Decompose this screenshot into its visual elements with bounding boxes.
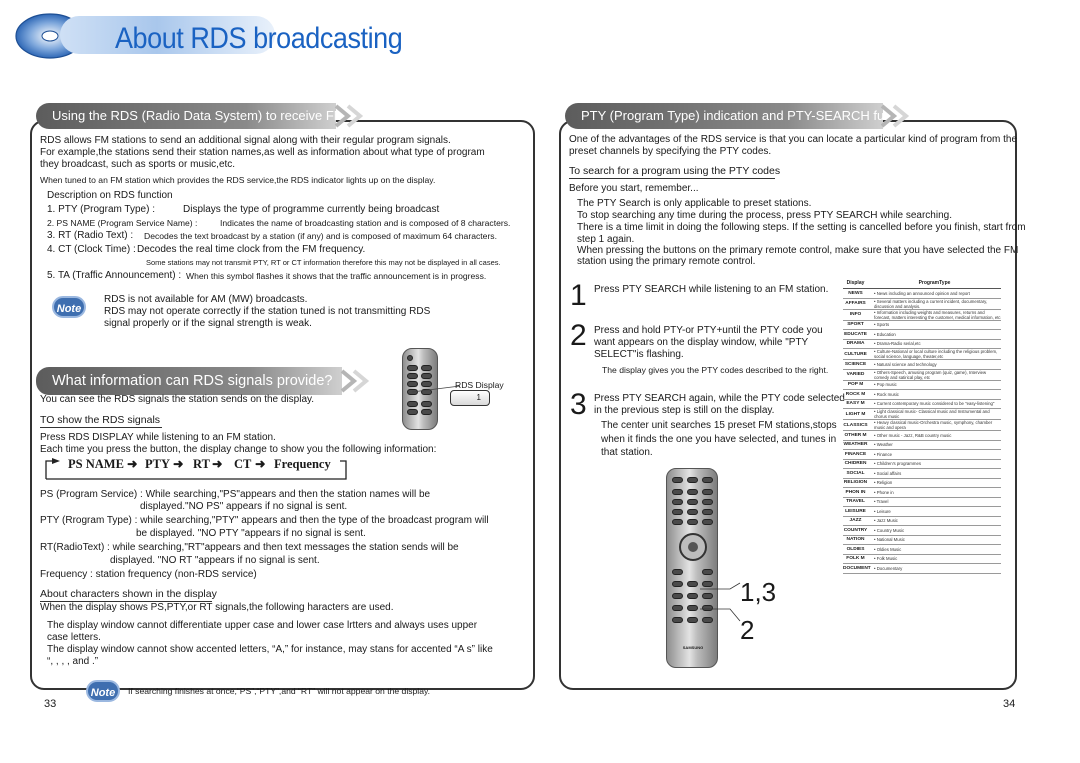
double-chevron-icon bbox=[334, 103, 374, 129]
table-row bbox=[843, 340, 1001, 350]
section-tab-pty: PTY (Program Type) indication and PTY-SEARCH function bbox=[565, 103, 883, 129]
table-row bbox=[843, 488, 1001, 498]
step-3-detail-1: The center unit searches 15 preset FM stations,stops bbox=[601, 420, 837, 431]
pty-code-cell: TRAVEL bbox=[846, 499, 865, 505]
remember-line-3: There is a time limit in doing the following steps. If the setting is cancelled before you finish, start from bbox=[577, 222, 1026, 233]
table-row bbox=[843, 409, 1001, 420]
step-2-line-1: Press and hold PTY-or PTY+until the PTY code you bbox=[594, 325, 823, 336]
pty-description-cell: • News including an announced opinion and report bbox=[874, 290, 970, 296]
pty-code-cell: DRAMA bbox=[846, 341, 865, 347]
pty-description-cell: • Weather bbox=[874, 442, 893, 448]
pty-description-cell: • Social affairs bbox=[874, 470, 902, 476]
pty-description-cell: • Travel bbox=[874, 499, 889, 505]
step-number-3: 3 bbox=[570, 388, 587, 421]
callout-steps-1-3: 1,3 bbox=[740, 577, 777, 607]
note-line-1: RDS is not available for AM (MW) broadcasts. bbox=[104, 294, 308, 305]
pty-description-cell: • Information including weights and measures, returns and forecast, matters interesting the customer, medical information, etc bbox=[874, 309, 1001, 320]
function-1-desc: Displays the type of programme currently being broadcast bbox=[183, 204, 440, 215]
pty-code-cell: WEATHER bbox=[843, 442, 868, 448]
pty-code-cell: FINANCE bbox=[844, 451, 867, 457]
step-number-2: 2 bbox=[570, 319, 587, 352]
pty-code-cell: JAZZ bbox=[849, 518, 862, 524]
note-badge: Note bbox=[86, 680, 120, 702]
function-2-desc: Indicates the name of broadcasting station and is composed of 8 characters. bbox=[220, 218, 511, 228]
characters-line-2: The display window cannot differentiate upper case and lower case lrtters and always uses upper bbox=[47, 620, 478, 631]
pty-code-cell: CLASSICS bbox=[843, 422, 868, 428]
press-rds-line-1: Press RDS DISPLAY while listening to an FM station. bbox=[40, 432, 276, 443]
pty-description-cell: • Several matters including a current incident, documentary, discussion and analysis. bbox=[874, 298, 988, 309]
pty-code-table bbox=[843, 280, 1001, 574]
callout-step-2: 2 bbox=[740, 615, 755, 645]
table-row bbox=[843, 321, 1001, 331]
pty-code-cell: LEISURE bbox=[845, 508, 866, 514]
pty-code-cell: SCIENCE bbox=[844, 361, 867, 367]
note-line-2: RDS may not operate correctly if the station tuned is not transmitting RDS bbox=[104, 306, 431, 317]
rds-display-label: RDS Display bbox=[455, 380, 504, 390]
function-5-label: 5. TA (Traffic Announcement) : bbox=[47, 270, 182, 281]
table-row bbox=[843, 360, 1001, 370]
pty-description-cell: • Sports bbox=[874, 322, 890, 328]
pty-code-cell: DOCUMENT bbox=[843, 565, 871, 571]
characters-heading: About characters shown in the display bbox=[40, 588, 217, 600]
table-header-program-type: ProgramType bbox=[918, 280, 951, 286]
step-2-note: The display gives you the PTY codes described to the right. bbox=[602, 365, 829, 375]
pty-code-cell: EASY M bbox=[846, 401, 865, 407]
table-row bbox=[843, 400, 1001, 410]
intro-line-1: RDS allows FM stations to send an additional signal along with their regular program signals. bbox=[40, 135, 451, 146]
table-row bbox=[843, 545, 1001, 555]
pty-code-cell: SPORT bbox=[847, 322, 864, 328]
intro-line-2: For example,the stations send their station names,as well as information about what type of program bbox=[40, 147, 485, 158]
table-row bbox=[843, 420, 1001, 431]
function-4-desc: Decodes the real time clock from the FM frequency. bbox=[137, 244, 366, 255]
pty-description-cell: • Light classical music- Classical music and Instrumental and chorus music bbox=[874, 409, 990, 419]
ps-line-2: displayed."NO PS" appears if no signal is sent. bbox=[140, 501, 348, 512]
pty-description-cell: • Children's programmes bbox=[874, 461, 921, 467]
function-4-note: Some stations may not transmit PTY, RT or CT information therefore this may not be displayed in all cases. bbox=[146, 258, 501, 267]
function-2-label: 2. PS NAME (Program Service Name) : bbox=[47, 218, 198, 228]
pty-description-cell: • Current contemporary music considered to be "easy-listening" bbox=[874, 401, 995, 407]
flow-arrow-icon: ➜ bbox=[127, 457, 138, 471]
pty-description-cell: • Phone in bbox=[874, 489, 894, 495]
table-row bbox=[843, 526, 1001, 536]
pty-description-cell: • Religion bbox=[874, 480, 893, 486]
description-heading: Description on RDS function bbox=[47, 190, 173, 201]
characters-line-3: case letters. bbox=[47, 632, 101, 643]
function-4-label: 4. CT (Clock Time) : bbox=[47, 244, 136, 255]
pty-description-cell: • Other music - Jazz, R&B country music bbox=[874, 432, 952, 438]
remember-line-4: step 1 again. bbox=[577, 234, 635, 245]
remember-line-2: To stop searching any time during the process, press PTY SEARCH while searching. bbox=[577, 210, 952, 221]
step-3-detail-3: that station. bbox=[601, 447, 653, 458]
table-row bbox=[843, 289, 1001, 299]
step-2-line-3: SELECT"is flashing. bbox=[594, 349, 684, 360]
function-5-desc: When this symbol flashes it shows that the traffic announcement is in progress. bbox=[186, 271, 487, 281]
pty-code-cell: INFO bbox=[849, 312, 862, 317]
pty-code-cell: PHON IN bbox=[845, 489, 866, 495]
flow-pty: PTY bbox=[145, 457, 170, 471]
pty-description-cell: • Others-Speech, amusing program (quiz, game), Interview comedy and satirical play, etc bbox=[874, 369, 987, 380]
flow-ps-name: PS NAME bbox=[68, 457, 124, 471]
frequency-line: Frequency : station frequency (non-RDS service) bbox=[40, 569, 257, 580]
double-chevron-icon bbox=[340, 368, 380, 394]
flow-frequency: Frequency bbox=[274, 457, 331, 471]
pty-description-cell: • Documentary bbox=[874, 565, 903, 571]
pty-intro-line-1: One of the advantages of the RDS service is that you can locate a particular kind of program from the bbox=[569, 134, 1018, 145]
characters-line-4: The display window cannot show accented letters, “A,” for instance, may stans for accented “A s” like bbox=[47, 644, 493, 655]
ps-line-1: PS (Program Service) : While searching,"PS"appears and then the station names will be bbox=[40, 489, 431, 500]
flow-arrow-icon: ➜ bbox=[173, 457, 184, 471]
pty-code-cell: NATION bbox=[846, 537, 865, 543]
pty-description-cell: • Country Music bbox=[874, 527, 905, 533]
step-number-1: 1 bbox=[570, 279, 587, 312]
pty-description-cell: • Natural science and technology bbox=[874, 361, 937, 367]
characters-line-1: When the display shows PS,PTY,or RT signals,the following haracters are used. bbox=[40, 602, 394, 613]
table-row bbox=[843, 564, 1001, 574]
remember-line-5: When pressing the buttons on the primary remote control, make sure that you have selected the FM bbox=[577, 245, 1019, 256]
pty-code-cell: AFFAIRS bbox=[845, 301, 866, 306]
pty-code-cell: NEWS bbox=[848, 290, 863, 296]
table-row bbox=[843, 390, 1001, 400]
page-number-left: 33 bbox=[44, 698, 57, 710]
pty-code-cell: SOCIAL bbox=[846, 470, 865, 476]
show-rds-heading: TO show the RDS signals bbox=[40, 414, 161, 426]
table-row bbox=[843, 450, 1001, 460]
table-row bbox=[843, 555, 1001, 565]
pty-description-cell: • Leisure bbox=[874, 508, 891, 514]
before-start-text: Before you start, remember... bbox=[569, 183, 699, 194]
table-row bbox=[843, 299, 1001, 310]
press-rds-line-2: Each time you press the button, the display change to show you the following information: bbox=[40, 444, 437, 455]
pty-description-cell: • Education bbox=[874, 331, 896, 337]
table-row bbox=[843, 517, 1001, 527]
remember-line-6: station using the primary remote control. bbox=[577, 256, 756, 267]
step-2-line-2: want appears on the display window, while "PTY bbox=[594, 337, 809, 348]
table-row bbox=[843, 370, 1001, 381]
section-tab-rds-usage: Using the RDS (Radio Data System) to receive FM stations bbox=[36, 103, 336, 129]
table-row bbox=[843, 349, 1001, 360]
pty-description-cell: • National Music bbox=[874, 537, 905, 543]
pty-code-cell: ROCK M bbox=[845, 391, 866, 397]
intro-line-4: When tuned to an FM station which provides the RDS service,the RDS indicator lights up on the display. bbox=[40, 175, 436, 185]
pty-code-cell: FOLK M bbox=[846, 556, 865, 562]
double-chevron-icon bbox=[880, 103, 920, 129]
pty-description-cell: • Finance bbox=[874, 451, 892, 457]
table-row bbox=[843, 330, 1001, 340]
pty-rows bbox=[843, 289, 1001, 574]
pty-description-cell: • Oldies Music bbox=[874, 546, 902, 552]
pty-line-2: be displayed. "NO PTY "appears if no signal is sent. bbox=[136, 528, 366, 539]
pty-code-cell: LIGHT M bbox=[845, 411, 866, 417]
section-tab-rds-info: What information can RDS signals provide? bbox=[36, 367, 342, 395]
table-row bbox=[843, 460, 1001, 470]
table-row bbox=[843, 431, 1001, 441]
bottom-note-text: If searching finishes at once,“PS”,“PTY”,and “RT” will not appear on the display. bbox=[128, 686, 431, 696]
step-3-line-2: in the previous step is still on the display. bbox=[594, 405, 775, 416]
pty-code-cell: OTHER M bbox=[844, 432, 867, 438]
step-1-line-1: Press PTY SEARCH while listening to an FM station. bbox=[594, 284, 829, 295]
pty-description-cell: • Culture-National or local culture including the religious problem, social science, language, theater,etc bbox=[874, 349, 998, 359]
table-header-display: Display bbox=[846, 280, 865, 286]
rt-line-2: displayed. "NO RT "appears if no signal is sent. bbox=[110, 555, 320, 566]
table-row bbox=[843, 469, 1001, 479]
note-badge: Note bbox=[52, 296, 86, 318]
function-3-label: 3. RT (Radio Text) : bbox=[47, 230, 134, 241]
pty-code-cell: OLDIES bbox=[846, 546, 865, 552]
flow-ct: CT bbox=[234, 457, 252, 471]
callout-lines bbox=[700, 575, 745, 635]
pty-description-cell: • Drama-Radio serial,etc bbox=[874, 341, 921, 347]
function-1-label: 1. PTY (Program Type) : bbox=[47, 204, 156, 215]
pty-code-cell: RELIGION bbox=[843, 480, 868, 486]
pty-code-cell: EDUCATE bbox=[844, 331, 867, 337]
pty-code-cell: COUNTRY bbox=[843, 527, 868, 533]
table-row bbox=[843, 507, 1001, 517]
rds-display-button: 1 bbox=[450, 390, 490, 406]
pty-description-cell: • Jazz Music bbox=[874, 518, 898, 524]
intro-line-3: they broadcast, such as sports or music,etc. bbox=[40, 159, 236, 170]
pty-description-cell: • Folk Music bbox=[874, 556, 898, 562]
step-3-detail-2: when it finds the one you have selected, and tunes in bbox=[601, 434, 837, 445]
see-rds-text: You can see the RDS signals the station sends on the display. bbox=[40, 394, 315, 405]
pty-search-heading: To search for a program using the PTY codes bbox=[569, 165, 781, 177]
table-row bbox=[843, 498, 1001, 508]
pty-line-1: PTY (Rrogram Type) : while searching,"PTY" appears and then the type of the broadcast program will bbox=[40, 515, 489, 526]
table-row bbox=[843, 441, 1001, 451]
remote-brand-label: SAMSUNG bbox=[682, 645, 704, 650]
pty-code-cell: VARIED bbox=[846, 372, 865, 377]
pty-description-cell: • Heavy classical music-Orchestra music, symphony, chamber music and opera bbox=[874, 420, 993, 430]
rt-line-1: RT(RadioText) : while searching,"RT"appears and then text messages the station sends will be bbox=[40, 542, 459, 553]
table-row bbox=[843, 536, 1001, 546]
flow-rt: RT bbox=[193, 457, 210, 471]
pty-code-cell: POP M bbox=[847, 382, 864, 388]
table-row bbox=[843, 310, 1001, 321]
flow-arrow-icon: ➜ bbox=[212, 457, 223, 471]
page-number-right: 34 bbox=[1003, 698, 1016, 710]
note-line-3: signal properly or if the signal strength is weak. bbox=[104, 318, 312, 329]
pty-code-cell: CULTURE bbox=[844, 351, 867, 357]
step-3-line-1: Press PTY SEARCH again, while the PTY code selected bbox=[594, 393, 845, 404]
table-row bbox=[843, 381, 1001, 391]
table-row bbox=[843, 479, 1001, 489]
pty-description-cell: • Pop music bbox=[874, 382, 897, 388]
remember-line-1: The PTY Search is only applicable to preset stations. bbox=[577, 198, 812, 209]
characters-line-5: “, , , , and .” bbox=[47, 656, 99, 667]
remote-control-image bbox=[666, 468, 718, 668]
function-3-desc: Decodes the text broadcast by a station (if any) and is composed of maximum 64 characters. bbox=[144, 231, 497, 241]
pty-intro-line-2: preset channels by specifying the PTY codes. bbox=[569, 146, 772, 157]
pty-code-cell: CHIDREN bbox=[844, 461, 867, 467]
page-title: About RDS broadcasting bbox=[115, 22, 403, 55]
pty-description-cell: • Rock music bbox=[874, 391, 899, 397]
flow-arrow-icon: ➜ bbox=[255, 457, 266, 471]
